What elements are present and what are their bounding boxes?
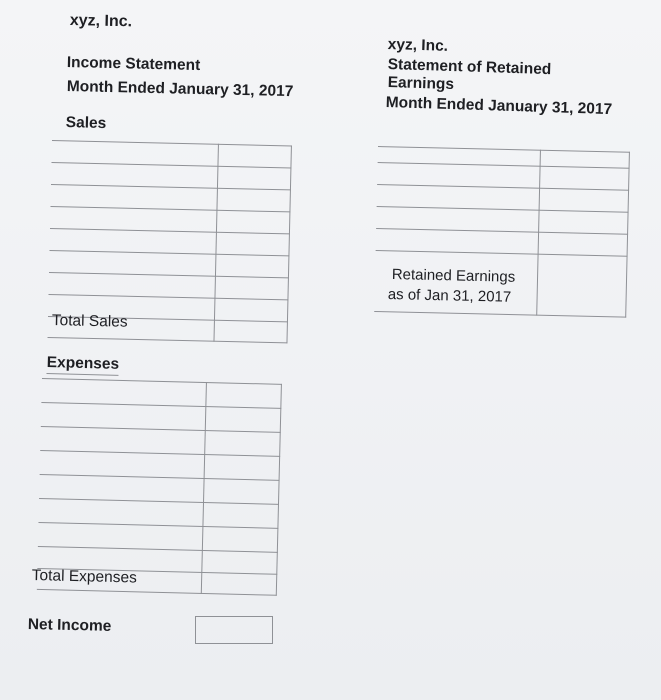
table-row xyxy=(41,426,281,433)
table-right-border xyxy=(276,384,282,596)
amount-column-divider xyxy=(201,382,207,594)
table-row xyxy=(376,250,628,257)
table-row xyxy=(42,378,282,385)
table-row xyxy=(40,450,280,457)
company-name-left: xyz, Inc. xyxy=(69,12,133,31)
table-row xyxy=(52,140,292,146)
table-row xyxy=(49,272,289,278)
table-row xyxy=(48,337,288,343)
table-row xyxy=(37,589,277,596)
table-row xyxy=(41,402,281,409)
table-row xyxy=(374,311,626,318)
expenses-table xyxy=(37,378,282,596)
table-row xyxy=(50,206,290,212)
table-row xyxy=(38,522,278,529)
table-row xyxy=(378,162,630,169)
net-income-box xyxy=(195,616,273,644)
table-row xyxy=(50,228,290,234)
table-row xyxy=(377,206,629,213)
net-income-label: Net Income xyxy=(27,616,112,635)
table-row xyxy=(377,184,629,191)
table-right-border xyxy=(625,152,630,318)
table-right-border xyxy=(286,145,291,343)
table-row xyxy=(378,146,630,153)
retained-earnings-period: Month Ended January 31, 2017 xyxy=(385,94,613,119)
income-statement-title: Income Statement xyxy=(66,54,201,75)
retained-earnings-total-label-line2: as of Jan 31, 2017 xyxy=(387,286,512,306)
table-row xyxy=(40,474,280,481)
table-row xyxy=(49,250,289,256)
table-row xyxy=(48,294,288,300)
table-row xyxy=(51,184,291,190)
sales-heading: Sales xyxy=(65,114,107,133)
table-row xyxy=(38,546,278,553)
table-row xyxy=(376,228,628,235)
retained-earnings-title-line2: Earnings xyxy=(387,74,455,94)
income-statement-period: Month Ended January 31, 2017 xyxy=(66,78,294,101)
amount-column-divider xyxy=(213,144,218,342)
table-row xyxy=(51,162,291,168)
total-expenses-label: Total Expenses xyxy=(31,567,138,587)
expenses-heading: Expenses xyxy=(46,354,119,376)
retained-earnings-title-line1: Statement of Retained xyxy=(387,56,552,79)
company-name-right: xyz, Inc. xyxy=(387,36,449,55)
table-row xyxy=(39,498,279,505)
retained-earnings-total-label-line1: Retained Earnings xyxy=(391,266,516,286)
total-sales-label: Total Sales xyxy=(51,312,128,331)
